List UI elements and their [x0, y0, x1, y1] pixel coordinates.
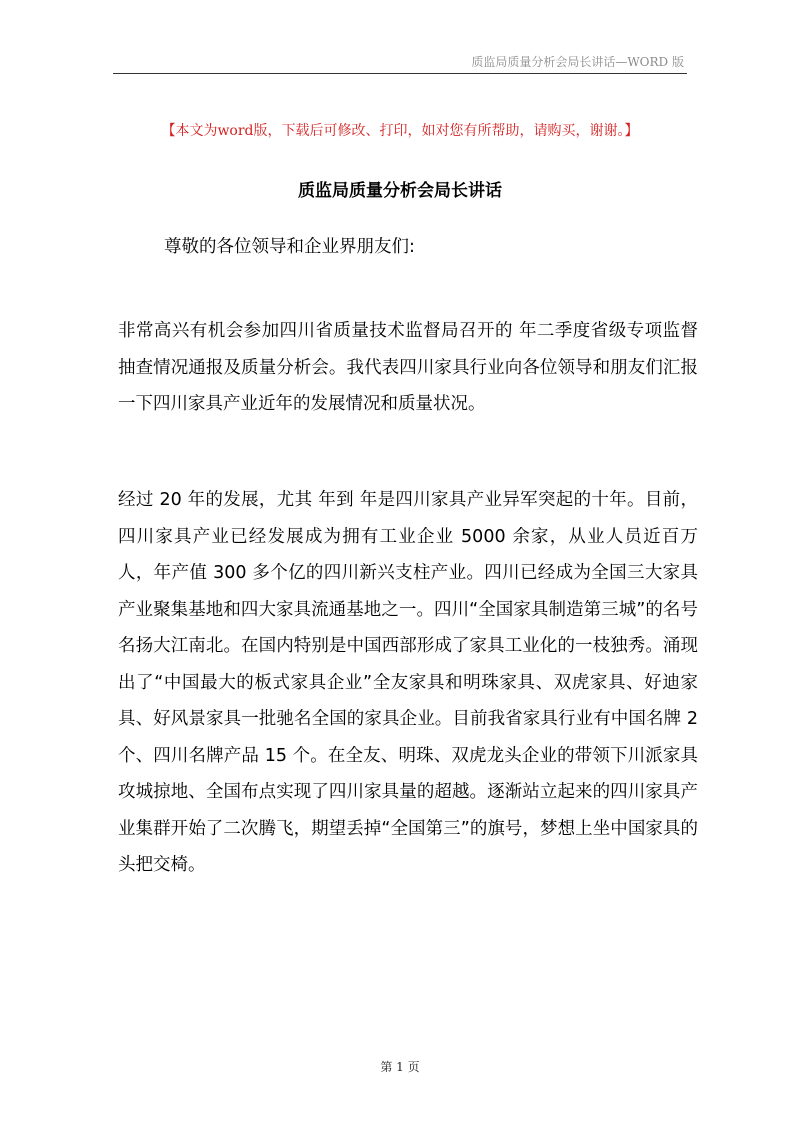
header-divider — [113, 73, 687, 74]
page-number: 第 1 页 — [380, 1060, 420, 1074]
document-title: 质监局质量分析会局长讲话 — [298, 181, 502, 201]
running-header: 质监局质量分析会局长讲话—WORD 版 — [471, 55, 684, 69]
greeting-line: 尊敬的各位领导和企业界朋友们: — [164, 237, 415, 257]
body-paragraph-2: 经过 20 年的发展，尤其 年到 年是四川家具产业异军突起的十年。目前，四川家具产业已经发展成为拥有工业企业 5000 余家，从业人员近百万人，年产值 300 多个亿的四川新兴支柱产业。四川已经成为全国三大家具产业聚集基地和四大家具流通基地之一。四川“全国家具制造第三城”的名号名扬大江南北。在国内特别是中国西部形成了家具工业化的一枝独秀。涌现出了“中国最大的板式家具企业”全友家具和明珠家具、双虎家具、好迪家具、好风景家具一批驰名全国的家具企业。目前我省家具行业有中国名牌 2 个、四川名牌产品 15 个。在全友、明珠、双虎龙头企业的带领下川派家具攻城掠地、全国布点实现了四川家具量的超越。逐渐站立起来的四川家具产业集群开始了二次腾飞，期望丢掉“全国第三”的旗号，梦想上坐中国家具的头把交椅。 — [118, 490, 698, 875]
body-paragraph-1: 非常高兴有机会参加四川省质量技术监督局召开的 年二季度省级专项监督抽查情况通报及质量分析会。我代表四川家具行业向各位领导和朋友们汇报一下四川家具产业近年的发展情况和质量状况。 — [118, 321, 698, 414]
download-notice: 【本文为word版，下载后可修改、打印，如对您有所帮助，请购买，谢谢。】 — [161, 123, 639, 139]
